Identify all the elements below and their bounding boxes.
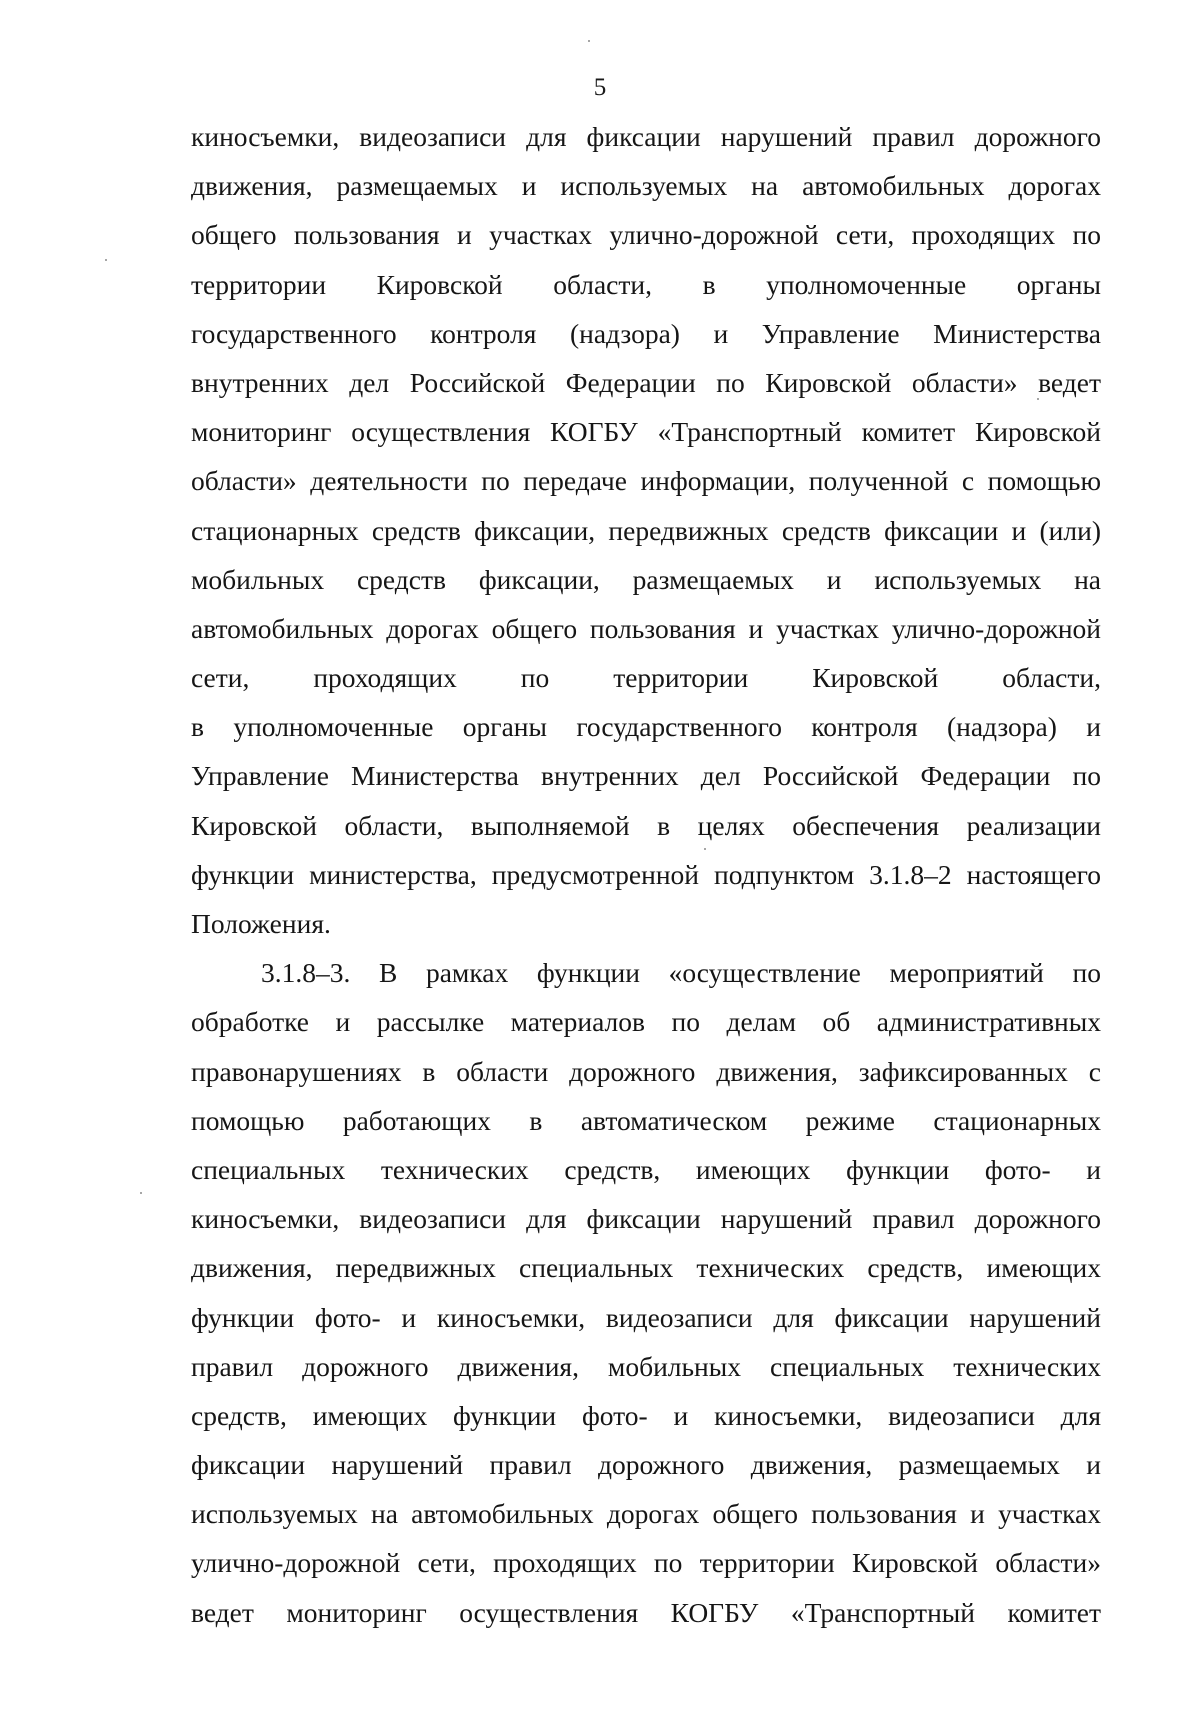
text-line: сети, проходящих по территории Кировской области,: [191, 662, 1101, 694]
text-line: ведет мониторинг осуществления КОГБУ «Транспортный комитет: [191, 1596, 1101, 1628]
text-line: в уполномоченные органы государственного контроля (надзора) и: [191, 711, 1101, 743]
text-line: территории Кировской области, в уполномоченные органы: [191, 268, 1101, 300]
clause-heading-line: 3.1.8–3. В рамках функции «осуществление мероприятий по: [261, 957, 1101, 989]
scan-speck: [588, 40, 590, 42]
text-line: киносъемки, видеозаписи для фиксации нарушений правил дорожного: [191, 1203, 1101, 1235]
text-line: мобильных средств фиксации, размещаемых и используемых на: [191, 563, 1101, 595]
text-line: правонарушениях в области дорожного движения, зафиксированных с: [191, 1055, 1101, 1087]
text-line: обработке и рассылке материалов по делам об административных: [191, 1006, 1101, 1038]
text-line: Положения.: [191, 908, 331, 939]
text-line: мониторинг осуществления КОГБУ «Транспортный комитет Кировской: [191, 416, 1101, 448]
text-line: специальных технических средств, имеющих функции фото- и: [191, 1153, 1101, 1185]
text-line: улично-дорожной сети, проходящих по территории Кировской области»: [191, 1547, 1101, 1579]
scan-speck: [140, 1192, 142, 1194]
text-line: используемых на автомобильных дорогах общего пользования и участках: [191, 1498, 1101, 1530]
text-line: движения, передвижных специальных технических средств, имеющих: [191, 1252, 1101, 1284]
text-line: функции фото- и киносъемки, видеозаписи для фиксации нарушений: [191, 1301, 1101, 1333]
paragraph-continuation: [191, 112, 1101, 948]
page-number: 5: [593, 74, 607, 101]
text-line: правил дорожного движения, мобильных специальных технических: [191, 1350, 1101, 1382]
text-line: области» деятельности по передаче информации, полученной с помощью: [191, 465, 1101, 497]
scan-speck: [105, 259, 107, 261]
paragraph-clause-3-1-8-3: [191, 948, 1101, 1637]
text-line: государственного контроля (надзора) и Управление Министерства: [191, 317, 1101, 349]
text-line: внутренних дел Российской Федерации по Кировской области» ведет: [191, 366, 1101, 398]
text-line: Управление Министерства внутренних дел Российской Федерации по: [191, 760, 1101, 792]
text-line: функции министерства, предусмотренной подпунктом 3.1.8–2 настоящего: [191, 858, 1101, 890]
scan-speck: [1037, 398, 1039, 400]
text-line: Кировской области, выполняемой в целях обеспечения реализации: [191, 809, 1101, 841]
scan-speck: [704, 848, 706, 850]
text-line: стационарных средств фиксации, передвижных средств фиксации и (или): [191, 514, 1101, 546]
text-line: общего пользования и участках улично-дорожной сети, проходящих по: [191, 219, 1101, 251]
text-line: автомобильных дорогах общего пользования и участках улично-дорожной: [191, 612, 1101, 644]
text-line: движения, размещаемых и используемых на автомобильных дорогах: [191, 170, 1101, 202]
text-line: киносъемки, видеозаписи для фиксации нарушений правил дорожного: [191, 121, 1101, 152]
text-line: средств, имеющих функции фото- и киносъемки, видеозаписи для: [191, 1399, 1101, 1431]
text-line: фиксации нарушений правил дорожного движения, размещаемых и: [191, 1449, 1101, 1481]
document-body: [191, 112, 1101, 1637]
text-line: помощью работающих в автоматическом режиме стационарных: [191, 1104, 1101, 1136]
